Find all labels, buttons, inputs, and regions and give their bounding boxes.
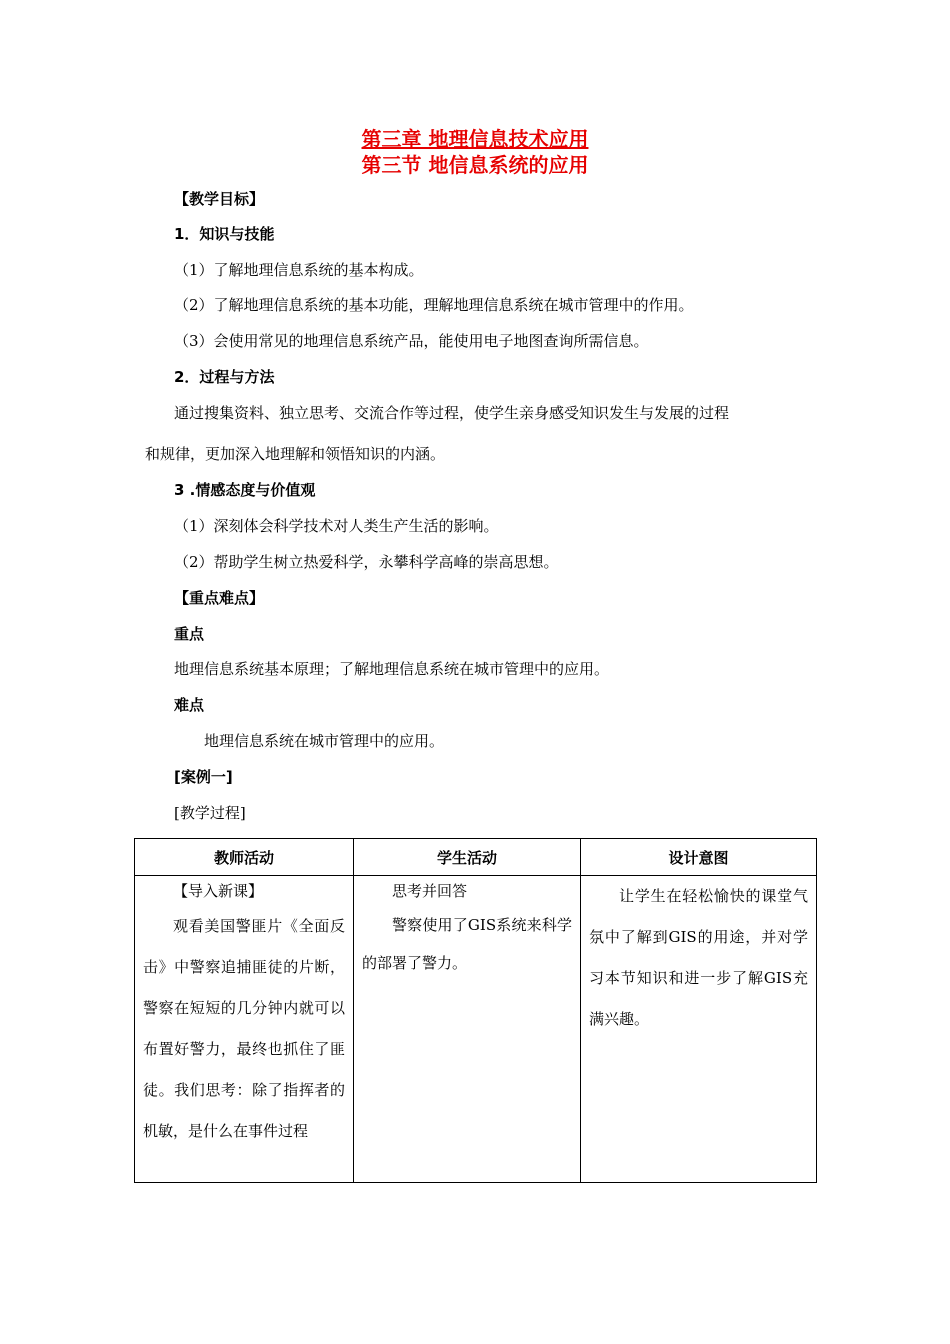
knowledge-heading: 1．知识与技能 bbox=[174, 225, 275, 243]
teacher-label: 【导入新课】 bbox=[173, 882, 264, 900]
student-line-1: 思考并回答 bbox=[392, 882, 468, 900]
table-row bbox=[135, 876, 817, 1183]
header-student: 学生活动 bbox=[354, 839, 581, 876]
chapter-title: 第三章 地理信息技术应用 bbox=[361, 127, 589, 151]
table-header-row bbox=[135, 839, 817, 876]
design-cell bbox=[581, 876, 817, 1183]
attitude-item-1: （1）深刻体会科学技术对人类生产生活的影响。 bbox=[174, 517, 499, 535]
attitude-item-2: （2）帮助学生树立热爱科学，永攀科学高峰的崇高思想。 bbox=[174, 553, 559, 571]
header-design: 设计意图 bbox=[581, 839, 817, 876]
lesson-table bbox=[134, 838, 817, 1183]
key-points-heading: 【重点难点】 bbox=[174, 589, 265, 607]
objectives-heading: 【教学目标】 bbox=[174, 190, 265, 208]
key-label: 重点 bbox=[174, 625, 205, 643]
teacher-cell bbox=[135, 876, 354, 1183]
header-teacher: 教师活动 bbox=[135, 839, 354, 876]
process-heading: 2．过程与方法 bbox=[174, 368, 275, 386]
attitude-heading: 3 .情感态度与价值观 bbox=[174, 481, 316, 499]
process-text-line-1: 通过搜集资料、独立思考、交流合作等过程，使学生亲身感受知识发生与发展的过程 bbox=[174, 404, 730, 422]
knowledge-item-2: （2）了解地理信息系统的基本功能，理解地理信息系统在城市管理中的作用。 bbox=[174, 296, 694, 314]
teaching-process-label: [教学过程] bbox=[174, 804, 246, 822]
student-line-2: 警察使用了GIS系统来科学的部署了警力。 bbox=[362, 916, 572, 972]
key-text: 地理信息系统基本原理；了解地理信息系统在城市管理中的应用。 bbox=[174, 660, 610, 678]
knowledge-item-1: （1）了解地理信息系统的基本构成。 bbox=[174, 261, 424, 279]
process-text-line-2: 和规律，更加深入地理解和领悟知识的内涵。 bbox=[145, 445, 446, 463]
design-text: 让学生在轻松愉快的课堂气氛中了解到GIS的用途，并对学习本节知识和进一步了解GIS充满兴趣。 bbox=[589, 887, 808, 1028]
teacher-text: 观看美国警匪片《全面反击》中警察追捕匪徒的片断，警察在短短的几分钟内就可以布置好警力，最终也抓住了匪徒。我们思考：除了指挥者的机敏，是什么在事件过程 bbox=[143, 917, 345, 1140]
section-title: 第三节 地信息系统的应用 bbox=[361, 153, 589, 177]
difficult-label: 难点 bbox=[174, 696, 205, 714]
case-heading: [案例一] bbox=[174, 768, 233, 786]
student-cell bbox=[354, 876, 581, 1183]
difficult-text: 地理信息系统在城市管理中的应用。 bbox=[204, 732, 445, 750]
knowledge-item-3: （3）会使用常见的地理信息系统产品，能使用电子地图查询所需信息。 bbox=[174, 332, 649, 350]
